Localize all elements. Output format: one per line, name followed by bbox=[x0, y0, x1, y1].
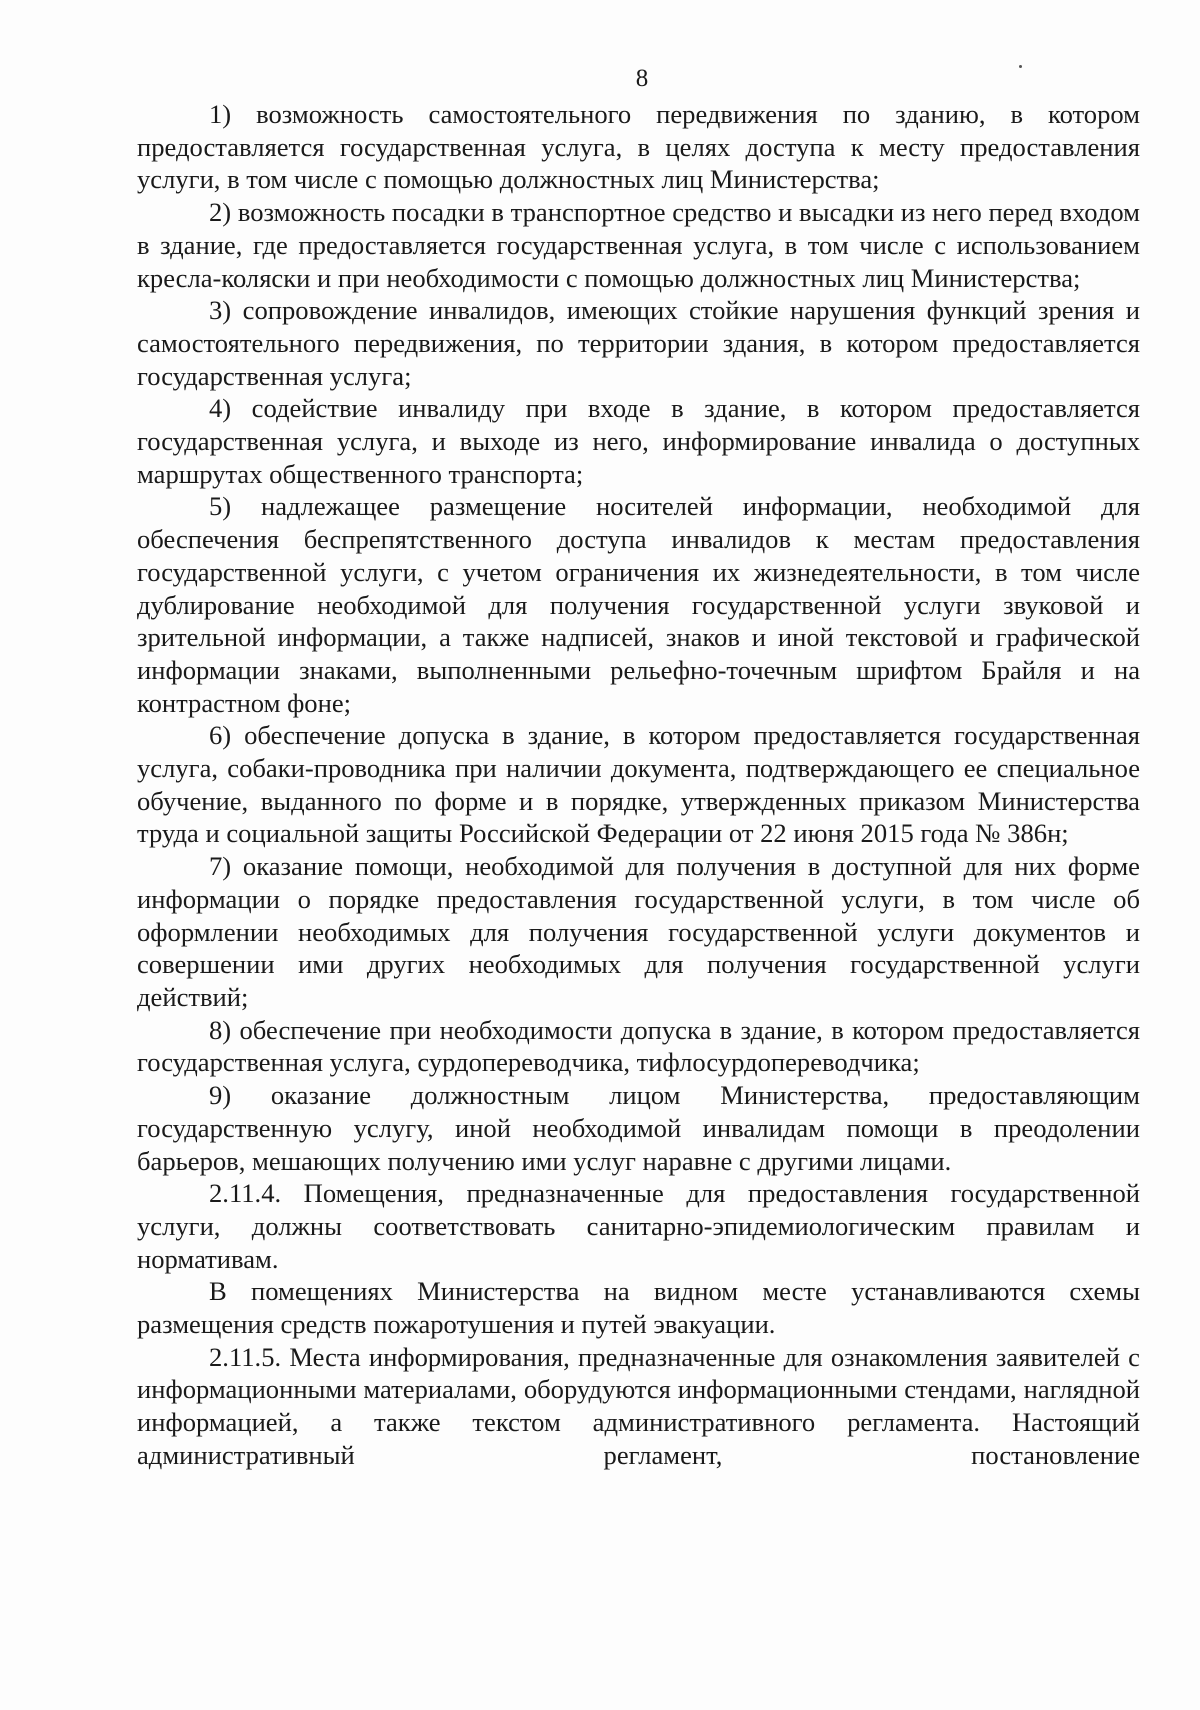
paragraph-section-2-11-4: 2.11.4. Помещения, предназначенные для предоставления государственной услуги, должны соответствовать санитарно-эпидемиологическим правилам и нормативам. bbox=[137, 1178, 1140, 1274]
scan-speck bbox=[1019, 65, 1022, 68]
paragraph-item-6: 6) обеспечение допуска в здание, в котором предоставляется государственная услуга, собаки-проводника при наличии документа, подтверждающего ее специальное обучение, выданного по форме и в порядке, утвержденных приказом Министерства труда и социальной защиты Российской Федерации от 22 июня 2015 года № 386н; bbox=[137, 720, 1140, 849]
paragraph-item-2: 2) возможность посадки в транспортное средство и высадки из него перед входом в здание, где предоставляется государственная услуга, в том числе с использованием кресла-коляски и при необходимости с помощью должностных лиц Министерства; bbox=[137, 197, 1140, 293]
paragraph-item-5: 5) надлежащее размещение носителей информации, необходимой для обеспечения беспрепятственного доступа инвалидов к местам предоставления государственной услуги, с учетом ограничения их жизнедеятельности, в том числе дублирование необходимой для получения государственной услуги звуковой и зрительной информации, а также надписей, знаков и иной текстовой и графической информации знаками, выполненными рельефно-точечным шрифтом Брайля и на контрастном фоне; bbox=[137, 491, 1140, 718]
paragraph-item-1: 1) возможность самостоятельного передвижения по зданию, в котором предоставляется государственная услуга, в целях доступа к месту предоставления услуги, в том числе с помощью должностных лиц Министерства; bbox=[137, 99, 1140, 195]
paragraph-item-9: 9) оказание должностным лицом Министерства, предоставляющим государственную услугу, иной необходимой инвалидам помощи в преодолении барьеров, мешающих получению ими услуг наравне с другими лицами. bbox=[137, 1080, 1140, 1176]
document-body bbox=[137, 98, 1140, 1472]
paragraph-item-8: 8) обеспечение при необходимости допуска в здание, в котором предоставляется государственная услуга, сурдопереводчика, тифлосурдопереводчика; bbox=[137, 1014, 1140, 1078]
paragraph-item-7: 7) оказание помощи, необходимой для получения в доступной для них форме информации о порядке предоставления государственной услуги, в том числе об оформлении необходимых для получения государственной услуги документов и совершении ими других необходимых для получения государственной услуги действий; bbox=[137, 851, 1140, 1012]
paragraph-item-3: 3) сопровождение инвалидов, имеющих стойкие нарушения функций зрения и самостоятельного передвижения, по территории здания, в котором предоставляется государственная услуга; bbox=[137, 295, 1140, 391]
page-number: 8 bbox=[635, 65, 649, 92]
paragraph-item-4: 4) содействие инвалиду при входе в здание, в котором предоставляется государственная услуга, и выходе из него, информирование инвалида о доступных маршрутах общественного транспорта; bbox=[137, 393, 1140, 489]
paragraph-section-2-11-5: 2.11.5. Места информирования, предназначенные для ознакомления заявителей с информационными материалами, оборудуются информационными стендами, наглядной информацией, а также текстом административного регламента. Настоящий административный регламент, постановление bbox=[137, 1341, 1140, 1470]
paragraph-evacuation-schemes: В помещениях Министерства на видном месте устанавливаются схемы размещения средств пожаротушения и путей эвакуации. bbox=[137, 1276, 1140, 1340]
